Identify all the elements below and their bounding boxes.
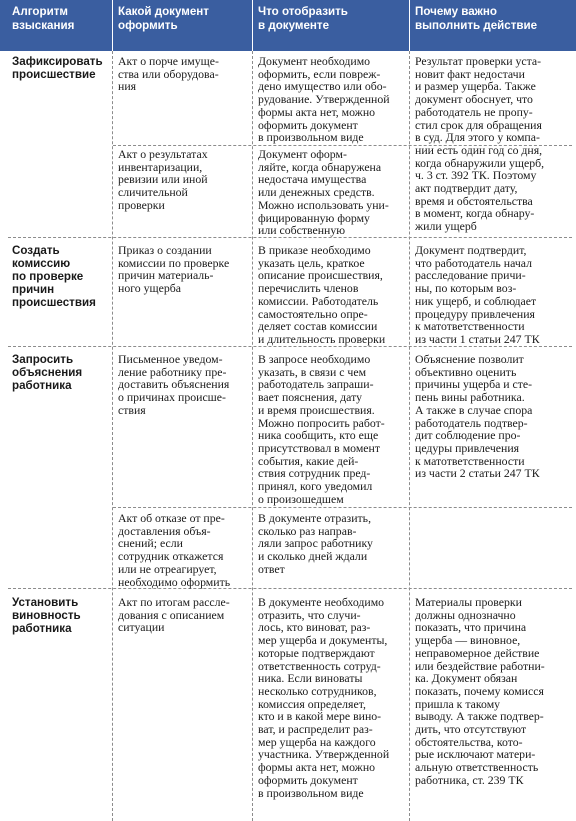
document-cell: Акт по итогам рассле- дования с описанием ситуации — [118, 595, 230, 635]
header-content: Что отобразить в документе — [258, 5, 348, 32]
column-divider — [112, 51, 113, 821]
header-document: Какой документ оформить — [118, 5, 209, 32]
row-divider — [8, 237, 572, 238]
step-label: Создать комиссию по проверке причин происшествия — [12, 244, 96, 309]
document-cell: Письменное уведом- ление работнику пре- доставить объяснения о причинах происше- ствия — [118, 352, 230, 417]
document-cell: Акт о результатах инвентаризации, ревизии или иной сличительной проверки — [118, 147, 208, 212]
header-reason: Почему важно выполнить действие — [415, 5, 538, 32]
header-algorithm: Алгоритм взыскания — [12, 5, 75, 32]
content-cell: В документе отразить, сколько раз направ- ляли запрос работнику и сколько дней ждали ответ — [258, 511, 373, 576]
header-divider — [252, 0, 253, 51]
row-divider — [8, 346, 572, 347]
step-label: Установить виновность работника — [12, 596, 81, 635]
content-cell: Документ оформ- ляйте, когда обнаружена недостача имущества или денежных средств. Можно использовать уни- фицированную форму или собственную — [258, 147, 389, 238]
reason-cell: Документ подтвердит, что работодатель начал расследование причи- ны, по которым воз- ник ущерб, и соблюдает процедуру привлечения к матответственности из части 1 статьи 247 ТК — [415, 243, 540, 346]
document-cell: Акт о порче имуще- ства или оборудова- ния — [118, 54, 219, 94]
reason-cell: Материалы проверки должны однозначно показать, что причина ущерба — виновное, неправомерное действие или бездействие работни- ка. Документ обязан показать, почему комисся пришла к такому выводу. А также подтвер- дить, что отсутствуют обстоятельства, кото- рые исключают матери- альную ответственность работника, ст. 239 ТК — [415, 595, 545, 787]
column-divider — [409, 51, 410, 821]
content-cell: Документ необходимо оформить, если повреж- дено имущество или обо- рудование. Утвержденной формы акта нет, можно оформить документ в произвольном виде — [258, 54, 390, 145]
row-divider — [8, 588, 572, 589]
header-divider — [409, 0, 410, 51]
step-label: Зафиксировать происшествие — [12, 55, 103, 81]
content-cell: В приказе необходимо указать цель, краткое описание происшествия, перечислить членов комиссии. Работодатель самостоятельно опре- деляет состав комиссии и длительность проверки — [258, 243, 386, 346]
table-header — [0, 0, 576, 51]
reason-cell: Результат проверки уста- новит факт недостачи и размер ущерба. Также документ обоснует, что работодатель не пропу- стил срок для обращения в суд. Для этого у компа- нии есть один год со дня, когда обнаружили ущерб, ч. 3 ст. 392 ТК. Поэтому акт подтвердит дату, время и обстоятельства в момент, когда обнару- жили ущерб — [415, 54, 545, 234]
content-cell: В документе необходимо отразить, что случи- лось, кто виноват, раз- мер ущерба и документы, которые подтверждают ответственность сотруд- ника. Если виноваты несколько сотрудников, комиссия определяет, кто и в какой мере вино- ват, и распределит раз- мер ущерба на каждого участника. Утвержденной формы акта нет, можно оформить документ в произвольном виде — [258, 595, 390, 800]
reason-cell: Объяснение позволит объективно оценить причины ущерба и сте- пень вины работника. А также в случае спора работодатель подтвер- дит соблюдение про- цедуры привлечения к матответственности из части 2 статьи 247 ТК — [415, 352, 540, 481]
header-divider — [112, 0, 113, 51]
step-label: Запросить объяснения работника — [12, 353, 83, 392]
column-divider — [252, 51, 253, 821]
subrow-divider — [113, 507, 572, 508]
document-cell: Акт об отказе от пре- доставления объя- снений; если сотрудник откажется или не отреагирует, необходимо оформить — [118, 511, 231, 589]
document-cell: Приказ о создании комиссии по проверке причин материаль- ного ущерба — [118, 243, 230, 296]
content-cell: В запросе необходимо указать, в связи с чем работодатель запраши- вает пояснения, дату и время происшествия. Можно попросить работ- ника сообщить, кто еще присутствовал в момент события, какие дей- ствия сотрудник пред- принял, кого уведомил о произошедшем — [258, 352, 385, 506]
